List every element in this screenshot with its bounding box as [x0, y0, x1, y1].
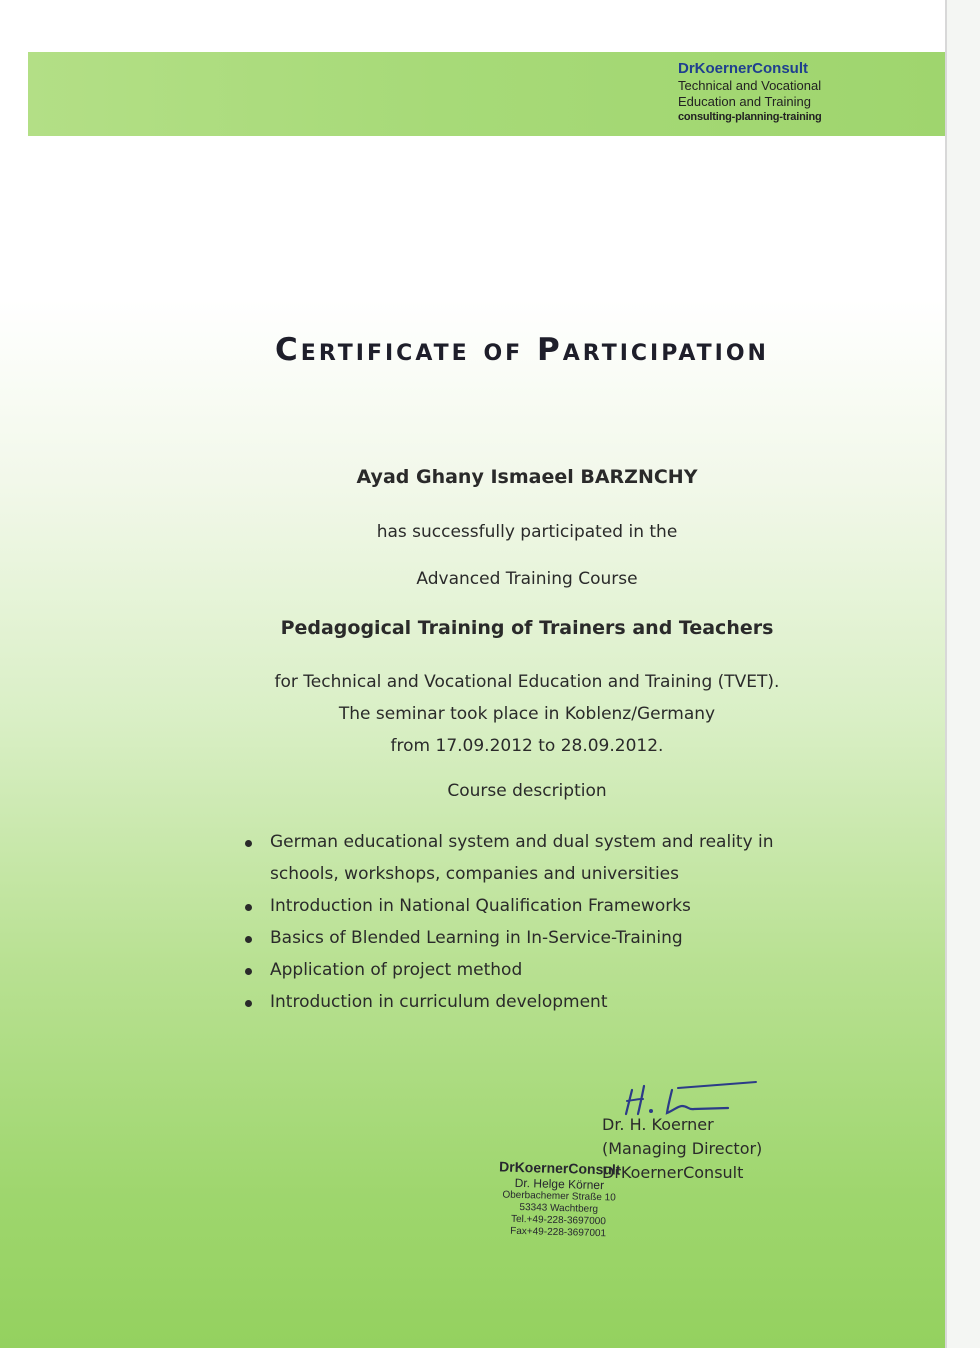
signatory-role: (Managing Director) [602, 1139, 763, 1158]
stamp-company: DrKoernerConsult [498, 1158, 621, 1178]
course-description-heading: Course description [447, 781, 607, 801]
logo-company-name: DrKoernerConsult [678, 60, 809, 77]
stamp-street: Oberbachemer Straße 10 [502, 1189, 616, 1204]
list-item: Basics of Blended Learning in In-Service-Training [240, 922, 840, 954]
signatory-block [602, 1113, 842, 1185]
detail-line: from 17.09.2012 to 28.09.2012. [390, 736, 664, 756]
certificate-title: Certificate of Participation [275, 332, 769, 368]
participated-text: has successfully participated in the [376, 522, 678, 542]
top-margin [0, 0, 945, 52]
list-item: Introduction in National Qualification Frameworks [240, 890, 840, 922]
logo-line-1: Technical and Vocational [678, 78, 822, 93]
course-details [127, 666, 927, 762]
course-description-list [240, 826, 840, 1018]
course-type: Advanced Training Course [416, 569, 638, 589]
signatory-name: Dr. H. Koerner [602, 1115, 714, 1134]
stamp-person: Dr. Helge Körner [514, 1175, 605, 1193]
detail-line: The seminar took place in Koblenz/Germany [338, 704, 716, 724]
stamp-city: 53343 Wachtberg [519, 1201, 599, 1216]
detail-line: for Technical and Vocational Education and Training (TVET). [274, 672, 780, 692]
list-item: German educational system and dual system and reality in schools, workshops, companies and universities [240, 826, 840, 890]
logo-tagline: consulting-planning-training [678, 111, 822, 123]
course-title: Pedagogical Training of Trainers and Teachers [280, 617, 774, 639]
recipient-name: Ayad Ghany Ismaeel BARZNCHY [356, 466, 698, 488]
list-item: Application of project method [240, 954, 840, 986]
certificate-title-wrap [0, 332, 980, 368]
list-item: Introduction in curriculum development [240, 986, 840, 1018]
logo-line-2: Education and Training [678, 94, 811, 109]
signatory-company: DrKoernerConsult [602, 1163, 744, 1182]
company-stamp [483, 1158, 635, 1241]
stamp-tel: Tel.+49-228-3697000 [510, 1213, 606, 1228]
company-logo [678, 60, 878, 125]
stamp-fax: Fax+49-228-3697001 [510, 1225, 607, 1240]
